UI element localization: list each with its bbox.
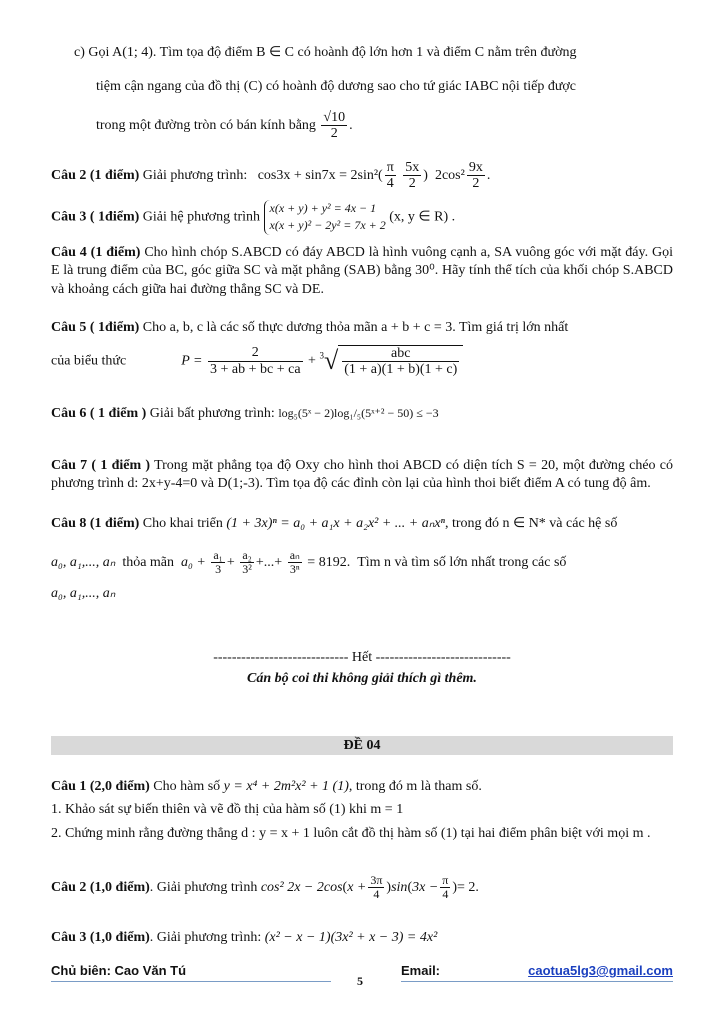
q8-sum-rest: = 8192. bbox=[307, 554, 351, 570]
q5-label: Câu 5 ( 1điểm) bbox=[51, 320, 140, 335]
q1c-line3: trong một đường tròn có bán kính bằng $\frac{√10}{2}$ . bbox=[96, 110, 353, 142]
d4q2-text: . Giải phương trình bbox=[149, 879, 258, 895]
q8-text4: Tìm n và tìm số lớn nhất trong các số bbox=[357, 554, 567, 570]
q5-num: 2 bbox=[208, 345, 303, 361]
q5-text2: của biểu thức bbox=[51, 353, 127, 369]
q5-text: Cho a, b, c là các số thực dương thỏa mãn a + b + c = 3. Tìm giá trị lớn nhất bbox=[142, 320, 569, 335]
q7-label: Câu 7 ( 1 điểm ) bbox=[51, 458, 151, 473]
q3-eq1: x(x + y) + y² = 4x − 1 bbox=[269, 201, 377, 215]
footer-rule-right bbox=[401, 981, 673, 982]
q8-frac2 bbox=[240, 549, 254, 576]
q1c-line1: c) Gọi A(1; 4). Tìm tọa độ điểm B ∈ C có hoành độ lớn hơn 1 và điểm C nằm trên đường bbox=[74, 45, 577, 60]
exam-banner: ĐỀ 04 bbox=[51, 736, 673, 755]
question-4 bbox=[51, 244, 673, 299]
radius-num: √10 bbox=[323, 110, 346, 125]
q5-rnum: abc bbox=[342, 346, 459, 362]
footer-author: Chủ biên: Cao Văn Tú bbox=[51, 963, 187, 978]
end-marker: ----------------------------- Hết ----------------------------- bbox=[213, 650, 511, 665]
question-7 bbox=[51, 457, 673, 494]
q3-system bbox=[264, 200, 386, 235]
d4q2-eq-3x: 3x − bbox=[412, 879, 439, 895]
d4q3-label: Câu 3 (1,0 điểm) bbox=[51, 930, 150, 945]
q5-root-frac bbox=[342, 346, 459, 378]
d4q1-eq: y = x⁴ + 2m²x² + 1 (1) bbox=[223, 779, 349, 794]
d4q2-eq1: cos² 2x − 2cos bbox=[260, 879, 343, 895]
q8-line2: a₀, a₁,..., aₙ thỏa mãn a₀ + $\frac{\text{a₁}}{3}$ + $\frac{\text{a₂}}{\text{3²}}$ +...+ $\frac{\text{aₙ}}{\text{3ⁿ}}$ = 8192. Tìm n và tìm số lớn nhất trong các số bbox=[51, 548, 567, 577]
q8-frac3 bbox=[288, 549, 302, 576]
d4q2-f2n: π bbox=[442, 873, 449, 887]
d4q2-frac2 bbox=[440, 874, 450, 901]
q8-text3: thỏa mãn bbox=[122, 554, 175, 570]
q8-frac1 bbox=[211, 549, 225, 576]
q8-coef: a₀, a₁,..., aₙ bbox=[51, 554, 116, 570]
question-8 bbox=[51, 515, 673, 533]
d4-question-3 bbox=[51, 929, 673, 947]
q8-eq: (1 + 3x)ⁿ = a₀ + a₁x + a₂x² + ... + aₙxⁿ bbox=[226, 516, 445, 531]
q2-f3n: 9x bbox=[468, 160, 483, 175]
page-footer bbox=[51, 962, 673, 988]
q8-f1n: a₁ bbox=[213, 548, 223, 562]
d4-question-2: Câu 2 (1,0 điểm). Giải phương trình cos² 2x − 2cos(x + $\frac{3\pi}{4}$ )sin(3x − $\frac{\pi}{4}$ )= 2. bbox=[51, 873, 479, 902]
q2-frac2 bbox=[403, 160, 421, 192]
question-3 bbox=[51, 200, 673, 235]
q6-label: Câu 6 ( 1 điểm ) bbox=[51, 406, 147, 421]
q7-text: Trong mặt phẳng tọa độ Oxy cho hình thoi ABCD có diện tích S = 20, một đường chéo có phương trình d: 2x+y-4=0 và D(1;-3). Tìm tọa độ các đỉnh còn lại của hình thoi biết điểm A có tung độ âm. bbox=[51, 458, 674, 492]
q4-text: Cho hình chóp S.ABCD có đáy ABCD là hình vuông cạnh a, SA vuông góc với mặt đáy. Gọi E là trung điểm của BC, góc giữa SC và mặt phẳng (SAB) bằng 30⁰. Hãy tính thể tích của khối chóp S.ABCD và khoảng cách giữa hai đường thẳng SC và DE. bbox=[51, 245, 673, 297]
q5-rden: (1 + a)(1 + b)(1 + c) bbox=[344, 362, 458, 378]
q2-eq-left: cos3x + sin7x = 2sin² bbox=[257, 168, 379, 184]
q1c-line3-text: trong một đường tròn có bán kính bằng bbox=[96, 118, 316, 134]
d4q2-eq3: = 2. bbox=[457, 879, 479, 895]
q8-coef2: a₀, a₁,..., aₙ bbox=[51, 586, 116, 601]
end-note: Cán bộ coi thi không giải thích gì thêm. bbox=[247, 671, 477, 686]
d4q2-eq2: sin bbox=[391, 879, 408, 895]
d4q1-text: Cho hàm số bbox=[153, 779, 221, 794]
q6-eq: log₅(5ˣ − 2)log₁/₅(5ˣ⁺² − 50) ≤ −3 bbox=[278, 406, 439, 420]
q3-label: Câu 3 ( 1điểm) bbox=[51, 209, 140, 225]
q8-label: Câu 8 (1 điểm) bbox=[51, 516, 140, 531]
q5-den: 3 + ab + bc + ca bbox=[209, 361, 301, 377]
d4q2-f2d: 4 bbox=[442, 887, 449, 902]
q2-label: Câu 2 (1 điểm) bbox=[51, 168, 140, 184]
q3-eq2: x(x + y)² − 2y² = 7x + 2 bbox=[269, 218, 386, 233]
d4q2-f1d: 4 bbox=[373, 887, 380, 902]
radius-fraction bbox=[321, 110, 347, 142]
q5-frac bbox=[208, 345, 303, 377]
footer-page-number: 5 bbox=[357, 974, 363, 988]
q3-domain: (x, y ∈ R) . bbox=[389, 209, 456, 225]
radius-den: 2 bbox=[330, 126, 338, 142]
q2-f1d: 4 bbox=[386, 176, 394, 192]
d4q3-eq: (x² − x − 1)(3x² + x − 3) = 4x² bbox=[264, 930, 438, 945]
q2-f1n: π bbox=[386, 160, 394, 175]
q2-f2n: 5x bbox=[405, 160, 420, 175]
q2-frac1 bbox=[385, 160, 396, 192]
footer-email-link[interactable]: caotua5lg3@gmail.com bbox=[528, 963, 673, 978]
q8-line3 bbox=[51, 585, 673, 603]
q8-text: Cho khai triển bbox=[142, 516, 223, 531]
d4q2-label: Câu 2 (1,0 điểm) bbox=[51, 879, 150, 895]
q2-frac3 bbox=[467, 160, 485, 192]
q2-eq-mid: 2cos² bbox=[434, 168, 465, 184]
footer-email-label: Email: bbox=[401, 963, 441, 978]
q3-text: Giải hệ phương trình bbox=[142, 209, 261, 225]
d4q2-f1n: 3π bbox=[370, 873, 383, 887]
q5-root-index: 3 bbox=[319, 350, 324, 361]
d4q1-item2: 2. Chứng minh rằng đường thẳng d : y = x + 1 luôn cắt đồ thị hàm số (1) tại hai điểm phân biệt với mọi m . bbox=[51, 826, 651, 841]
q5-expression: của biểu thức P = $\frac{2}{3 + ab + bc + ca}$ + $^3$√ $\frac{\text{abc}}{(1 + a)(1 + b)(1 + c)}$ bbox=[51, 344, 673, 378]
q5-P: P = bbox=[181, 353, 203, 369]
q1c-line2: tiệm cận ngang của đồ thị (C) có hoành độ dương sao cho tứ giác IABC nội tiếp được bbox=[96, 79, 577, 94]
q2-text: Giải phương trình: bbox=[142, 168, 248, 184]
question-5 bbox=[51, 319, 673, 337]
q8-text2: , trong đó n ∈ N* và các hệ số bbox=[444, 516, 618, 531]
q8-sum-a0: a₀ + bbox=[181, 554, 206, 570]
question-6 bbox=[51, 405, 673, 423]
question-2: Câu 2 (1 điểm) Giải phương trình: cos3x + sin7x = 2sin²( $\frac{\pi}{4}$ $\frac{5x}{2}$ ) 2cos² $\frac{9x}{2}$ . bbox=[51, 160, 491, 192]
q2-f3d: 2 bbox=[472, 176, 480, 192]
d4q2-frac1 bbox=[368, 874, 384, 901]
q8-f3n: aₙ bbox=[289, 548, 300, 562]
q5-plus: + bbox=[308, 353, 316, 369]
d4q3-text: . Giải phương trình: bbox=[149, 930, 262, 945]
d4-question-1 bbox=[51, 778, 673, 796]
q4-label: Câu 4 (1 điểm) bbox=[51, 245, 141, 260]
q2-f2d: 2 bbox=[408, 176, 416, 192]
q5-root-body bbox=[338, 345, 463, 378]
q8-f2n: a₂ bbox=[240, 549, 254, 563]
q6-text: Giải bất phương trình: bbox=[149, 406, 275, 421]
q8-f3d: 3ⁿ bbox=[289, 562, 300, 577]
d4q1-label: Câu 1 (2,0 điểm) bbox=[51, 779, 150, 794]
d4q2-eq-x: x + bbox=[347, 879, 367, 895]
q8-f2d: 3² bbox=[242, 562, 252, 577]
d4q1-text2: , trong đó m là tham số. bbox=[348, 779, 482, 794]
footer-rule-left bbox=[51, 981, 331, 982]
d4q1-item1: 1. Khảo sát sự biến thiên và vẽ đồ thị của hàm số (1) khi m = 1 bbox=[51, 802, 404, 817]
q8-f1d: 3 bbox=[215, 562, 222, 577]
